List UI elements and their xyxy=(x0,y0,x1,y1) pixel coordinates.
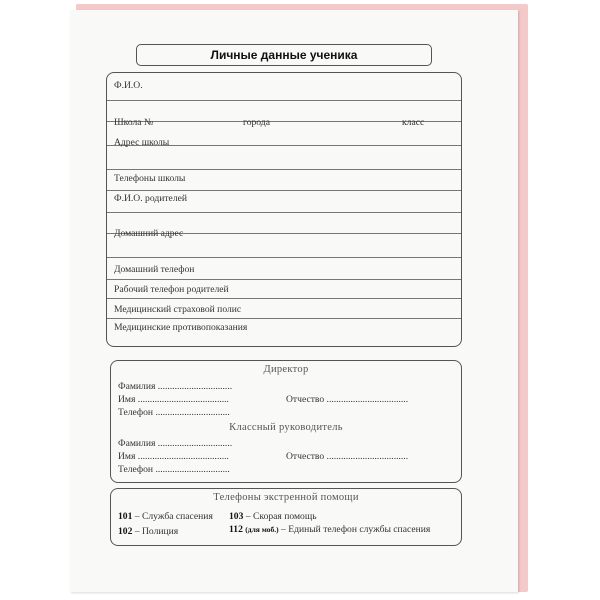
emergency-text: – Единый телефон службы спасения xyxy=(281,524,431,535)
label-school-phones: Телефоны школы xyxy=(114,173,186,184)
label-contraindications: Медицинские противопоказания xyxy=(114,322,248,333)
emergency-item-103 xyxy=(229,511,317,522)
class-teacher-heading: Классный руководитель xyxy=(229,422,343,433)
teacher-surname: Фамилия ............................... xyxy=(118,438,233,449)
director-name: Имя ...................................... xyxy=(118,394,229,405)
director-surname: Фамилия ............................... xyxy=(118,381,233,392)
form-line xyxy=(107,279,461,280)
emergency-item-101 xyxy=(118,511,213,522)
emergency-note: (для моб.) xyxy=(245,525,279,534)
label-school-address: Адрес школы xyxy=(114,137,170,148)
form-line xyxy=(107,190,461,191)
director-heading: Директор xyxy=(263,364,309,375)
teacher-name: Имя ...................................... xyxy=(118,451,229,462)
director-phone: Телефон ............................... xyxy=(118,407,230,418)
emergency-text: – Скорая помощь xyxy=(245,511,317,522)
label-fio: Ф.И.О. xyxy=(114,80,143,91)
label-insurance: Медицинский страховой полис xyxy=(114,304,242,315)
emergency-text: – Полиция xyxy=(134,526,179,537)
label-home-address: Домашний адрес xyxy=(114,228,184,239)
director-patronymic: Отчество .................................. xyxy=(286,394,409,405)
label-home-phone: Домашний телефон xyxy=(114,264,195,275)
emergency-text: – Служба спасения xyxy=(134,511,213,522)
teacher-patronymic: Отчество .................................. xyxy=(286,451,409,462)
emergency-item-112 xyxy=(229,524,430,535)
emergency-heading: Телефоны экстренной помощи xyxy=(213,492,359,503)
label-city: города xyxy=(243,117,270,128)
teacher-phone: Телефон ............................... xyxy=(118,464,230,475)
form-line xyxy=(107,212,461,213)
label-parents-work-phone: Рабочий телефон родителей xyxy=(114,284,229,295)
label-class: класс xyxy=(402,117,425,128)
label-school: Школа № xyxy=(114,117,154,128)
emergency-number: 101 xyxy=(118,511,133,522)
form-line xyxy=(107,298,461,299)
form-line xyxy=(107,100,461,101)
emergency-number: 112 xyxy=(229,524,243,535)
page-title: Личные данные ученика xyxy=(136,44,432,66)
emergency-item-102 xyxy=(118,526,178,537)
emergency-number: 103 xyxy=(229,511,244,522)
label-parents-fio: Ф.И.О. родителей xyxy=(114,193,187,204)
form-line xyxy=(107,318,461,319)
emergency-number: 102 xyxy=(118,526,133,537)
form-line xyxy=(107,169,461,170)
form-line xyxy=(107,257,461,258)
